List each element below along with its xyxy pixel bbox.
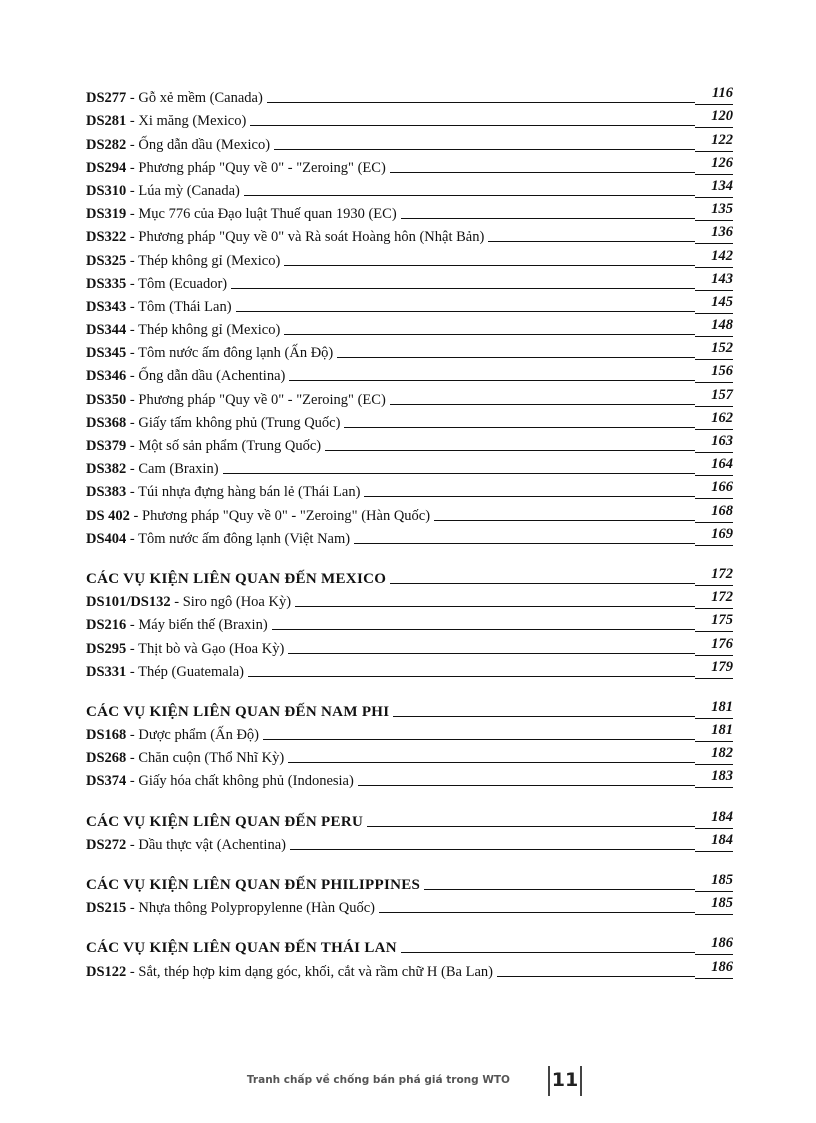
entry-case-code: DS344 <box>86 322 127 339</box>
leader-line <box>424 889 695 890</box>
toc-section-heading[interactable] <box>86 807 733 830</box>
entry-separator: - <box>126 159 139 176</box>
entry-title: Chăn cuộn (Thổ Nhĩ Kỳ) <box>138 750 285 767</box>
toc-entry[interactable] <box>86 130 733 153</box>
entry-page-number: 116 <box>695 85 733 105</box>
entry-case-code: DS272 <box>86 836 127 853</box>
entry-separator: - <box>126 322 139 339</box>
toc-entry[interactable] <box>86 432 733 455</box>
leader-line <box>288 653 695 654</box>
toc-entry[interactable] <box>86 385 733 408</box>
entry-separator: - <box>126 530 139 547</box>
entry-case-code: DS345 <box>86 345 127 362</box>
toc-entry[interactable] <box>86 767 733 790</box>
entry-title: Tôm nước ấm đông lạnh (Việt Nam) <box>138 530 351 547</box>
section-heading-page: 172 <box>695 566 733 586</box>
entry-page-number: 135 <box>695 201 733 221</box>
section-heading-page: 185 <box>695 872 733 892</box>
entry-separator: - <box>126 750 139 767</box>
entry-title: Thép (Guatemala) <box>138 663 245 680</box>
entry-page-number: 162 <box>695 410 733 430</box>
toc-entry[interactable] <box>86 588 733 611</box>
toc-entry[interactable] <box>86 744 733 767</box>
entry-page-number: 148 <box>695 317 733 337</box>
leader-line <box>250 125 695 126</box>
section-heading-title: CÁC VỤ KIỆN LIÊN QUAN ĐẾN PERU <box>86 813 364 830</box>
entry-separator: - <box>126 229 139 246</box>
entry-separator: - <box>126 345 139 362</box>
entry-separator: - <box>126 900 139 917</box>
entry-case-code: DS325 <box>86 252 127 269</box>
entry-title: Phương pháp "Quy về 0" - "Zeroing" (EC) <box>138 159 386 176</box>
entry-page-number: 166 <box>695 479 733 499</box>
entry-separator: - <box>126 391 139 408</box>
leader-line <box>379 912 695 913</box>
leader-line <box>401 952 695 953</box>
toc-entry[interactable] <box>86 894 733 917</box>
toc-entry[interactable] <box>86 478 733 501</box>
entry-page-number: 185 <box>695 895 733 915</box>
leader-line <box>284 334 695 335</box>
leader-line <box>274 149 695 150</box>
entry-separator: - <box>126 617 139 634</box>
entry-case-code: DS346 <box>86 368 127 385</box>
toc-entry[interactable] <box>86 721 733 744</box>
entry-title: Dầu thực vật (Achentina) <box>138 836 286 853</box>
footer-book-title: Tranh chấp về chống bán phá giá trong WTO <box>246 1074 510 1086</box>
footer-divider-right <box>580 1066 582 1096</box>
entry-separator: - <box>126 484 139 501</box>
section-heading-title: CÁC VỤ KIỆN LIÊN QUAN ĐẾN PHILIPPINES <box>86 877 421 893</box>
toc-entry[interactable] <box>86 200 733 223</box>
entry-page-number: 145 <box>695 294 733 314</box>
entry-case-code: DS101/DS132 <box>86 594 171 611</box>
entry-title: Phương pháp "Quy về 0" - "Zeroing" (EC) <box>138 391 386 408</box>
entry-case-code: DS331 <box>86 663 127 680</box>
entry-separator: - <box>129 507 143 524</box>
leader-line <box>434 520 695 521</box>
entry-page-number: 126 <box>695 155 733 175</box>
entry-case-code: DS374 <box>86 773 127 790</box>
entry-separator: - <box>126 113 139 130</box>
entry-case-code: DS310 <box>86 182 127 199</box>
entry-page-number: 176 <box>695 636 733 656</box>
entry-separator: - <box>126 963 139 980</box>
entry-page-number: 184 <box>695 832 733 852</box>
section-heading-title: CÁC VỤ KIỆN LIÊN QUAN ĐẾN MEXICO <box>86 570 387 587</box>
leader-line <box>488 241 695 242</box>
entry-title: Một số sản phẩm (Trung Quốc) <box>138 438 322 454</box>
entry-page-number: 172 <box>695 589 733 609</box>
entry-title: Phương pháp "Quy về 0" và Rà soát Hoàng hôn (Nhật Bản) <box>138 229 485 246</box>
toc-entry[interactable] <box>86 177 733 200</box>
entry-case-code: DS382 <box>86 461 127 478</box>
leader-line <box>367 826 695 827</box>
leader-line <box>401 218 695 219</box>
leader-line <box>289 380 695 381</box>
entry-separator: - <box>126 252 139 269</box>
leader-line <box>288 762 695 763</box>
entry-page-number: 169 <box>695 526 733 546</box>
entry-page-number: 152 <box>695 340 733 360</box>
entry-page-number: 120 <box>695 108 733 128</box>
entry-case-code: DS216 <box>86 617 127 634</box>
entry-case-code: DS294 <box>86 159 127 176</box>
entry-title: Nhựa thông Polypropylenne (Hàn Quốc) <box>138 900 375 917</box>
entry-title: Gỗ xẻ mềm (Canada) <box>138 90 263 107</box>
entry-page-number: 136 <box>695 224 733 244</box>
entry-separator: - <box>126 136 139 153</box>
leader-line <box>337 357 695 358</box>
leader-line <box>223 473 695 474</box>
table-of-contents <box>86 84 733 981</box>
entry-title: Thép không gỉ (Mexico) <box>138 252 281 269</box>
entry-page-number: 164 <box>695 456 733 476</box>
leader-line <box>390 172 695 173</box>
entry-case-code: DS281 <box>86 113 127 130</box>
leader-line <box>390 404 695 405</box>
footer-page-number: 11 <box>551 1069 579 1091</box>
leader-line <box>390 583 695 584</box>
entry-separator: - <box>126 414 139 431</box>
entry-title: Phương pháp "Quy về 0" - "Zeroing" (Hàn Quốc) <box>142 507 431 524</box>
section-heading-page: 184 <box>695 809 733 829</box>
entry-separator: - <box>126 368 139 385</box>
entry-case-code: DS277 <box>86 90 127 107</box>
entry-title: Túi nhựa đựng hàng bán lẻ (Thái Lan) <box>138 484 361 501</box>
entry-title: Siro ngô (Hoa Kỳ) <box>182 594 292 611</box>
entry-separator: - <box>126 298 139 315</box>
entry-case-code: DS215 <box>86 900 127 917</box>
entry-case-code: DS168 <box>86 727 127 744</box>
entry-page-number: 157 <box>695 387 733 407</box>
leader-line <box>497 976 695 977</box>
leader-line <box>267 102 695 103</box>
section-heading-title: CÁC VỤ KIỆN LIÊN QUAN ĐẾN NAM PHI <box>86 703 390 720</box>
leader-line <box>248 676 695 677</box>
entry-case-code: DS343 <box>86 298 127 315</box>
entry-page-number: 122 <box>695 132 733 152</box>
section-heading-page: 186 <box>695 935 733 955</box>
leader-line <box>272 629 695 630</box>
entry-title: Tôm nước ấm đông lạnh (Ấn Độ) <box>138 345 334 362</box>
entry-title: Ống dẫn dầu (Mexico) <box>138 136 271 153</box>
leader-line <box>358 785 695 786</box>
entry-separator: - <box>126 275 139 292</box>
entry-title: Máy biến thế (Braxin) <box>138 617 268 634</box>
entry-page-number: 182 <box>695 745 733 765</box>
leader-line <box>344 427 695 428</box>
entry-separator: - <box>126 182 139 199</box>
entry-page-number: 186 <box>695 959 733 979</box>
entry-separator: - <box>126 90 139 107</box>
toc-entry[interactable] <box>86 455 733 478</box>
entry-case-code: DS404 <box>86 530 127 547</box>
entry-separator: - <box>126 640 139 657</box>
toc-entry[interactable] <box>86 154 733 177</box>
toc-entry[interactable] <box>86 658 733 681</box>
entry-case-code: DS295 <box>86 640 127 657</box>
leader-line <box>354 543 695 544</box>
toc-entry[interactable] <box>86 831 733 854</box>
entry-page-number: 143 <box>695 271 733 291</box>
section-gap <box>86 790 733 807</box>
toc-entry[interactable] <box>86 223 733 246</box>
section-gap <box>86 854 733 871</box>
entry-title: Cam (Braxin) <box>138 461 219 478</box>
entry-separator: - <box>126 206 139 223</box>
entry-case-code: DS322 <box>86 229 127 246</box>
entry-title: Lúa mỳ (Canada) <box>138 182 240 199</box>
leader-line <box>364 496 695 497</box>
toc-entry[interactable] <box>86 246 733 269</box>
toc-section-heading[interactable] <box>86 565 733 588</box>
toc-entry[interactable] <box>86 957 733 980</box>
toc-entry[interactable] <box>86 107 733 130</box>
leader-line <box>236 311 695 312</box>
entry-separator: - <box>170 594 183 611</box>
entry-page-number: 183 <box>695 768 733 788</box>
entry-title: Thịt bò và Gạo (Hoa Kỳ) <box>138 640 285 657</box>
section-gap <box>86 917 733 934</box>
leader-line <box>231 288 695 289</box>
entry-page-number: 175 <box>695 612 733 632</box>
entry-title: Thép không gỉ (Mexico) <box>138 322 281 339</box>
toc-entry[interactable] <box>86 362 733 385</box>
toc-entry[interactable] <box>86 293 733 316</box>
entry-case-code: DS335 <box>86 275 127 292</box>
toc-entry[interactable] <box>86 409 733 432</box>
entry-title: Mục 776 của Đạo luật Thuế quan 1930 (EC) <box>138 206 397 223</box>
toc-entry[interactable] <box>86 634 733 657</box>
entry-page-number: 156 <box>695 363 733 383</box>
entry-title: Dược phẩm (Ấn Độ) <box>138 727 260 744</box>
toc-section-heading[interactable] <box>86 698 733 721</box>
entry-case-code: DS282 <box>86 136 127 153</box>
entry-title: Tôm (Thái Lan) <box>138 298 232 315</box>
entry-title: Giấy tấm không phủ (Trung Quốc) <box>138 414 341 431</box>
entry-separator: - <box>126 836 139 853</box>
toc-entry[interactable] <box>86 316 733 339</box>
toc-entry[interactable] <box>86 339 733 362</box>
entry-case-code: DS350 <box>86 391 127 408</box>
toc-section-heading[interactable] <box>86 934 733 957</box>
entry-case-code: DS 402 <box>86 507 130 524</box>
entry-title: Sắt, thép hợp kim dạng góc, khối, cắt và rầm chữ H (Ba Lan) <box>138 963 493 980</box>
toc-entry[interactable] <box>86 611 733 634</box>
toc-entry[interactable] <box>86 525 733 548</box>
entry-case-code: DS319 <box>86 206 127 223</box>
entry-case-code: DS383 <box>86 484 127 501</box>
leader-line <box>393 716 695 717</box>
toc-section-heading[interactable] <box>86 871 733 894</box>
toc-entry[interactable] <box>86 501 733 524</box>
leader-line <box>290 849 695 850</box>
toc-entry[interactable] <box>86 84 733 107</box>
entry-page-number: 168 <box>695 503 733 523</box>
entry-case-code: DS379 <box>86 438 127 454</box>
entry-separator: - <box>126 438 139 454</box>
toc-entry[interactable] <box>86 270 733 293</box>
section-heading-title: CÁC VỤ KIỆN LIÊN QUAN ĐẾN THÁI LAN <box>86 940 397 957</box>
leader-line <box>244 195 695 196</box>
leader-line <box>263 739 695 740</box>
section-heading-page: 181 <box>695 699 733 719</box>
page-footer <box>0 1066 816 1096</box>
entry-case-code: DS122 <box>86 963 127 980</box>
entry-separator: - <box>126 461 139 478</box>
section-gap <box>86 681 733 698</box>
entry-case-code: DS268 <box>86 750 127 767</box>
leader-line <box>295 606 695 607</box>
entry-separator: - <box>126 773 139 790</box>
section-gap <box>86 548 733 565</box>
leader-line <box>284 265 695 266</box>
entry-page-number: 142 <box>695 248 733 268</box>
entry-separator: - <box>126 727 139 744</box>
entry-case-code: DS368 <box>86 414 127 431</box>
entry-title: Xi măng (Mexico) <box>138 113 247 130</box>
entry-page-number: 134 <box>695 178 733 198</box>
entry-title: Tôm (Ecuador) <box>138 275 228 292</box>
leader-line <box>325 450 695 451</box>
entry-page-number: 181 <box>695 722 733 742</box>
entry-title: Ống dẫn dầu (Achentina) <box>138 368 286 385</box>
entry-title: Giấy hóa chất không phủ (Indonesia) <box>138 773 354 790</box>
entry-page-number: 163 <box>695 433 733 453</box>
entry-separator: - <box>126 663 139 680</box>
entry-page-number: 179 <box>695 659 733 679</box>
